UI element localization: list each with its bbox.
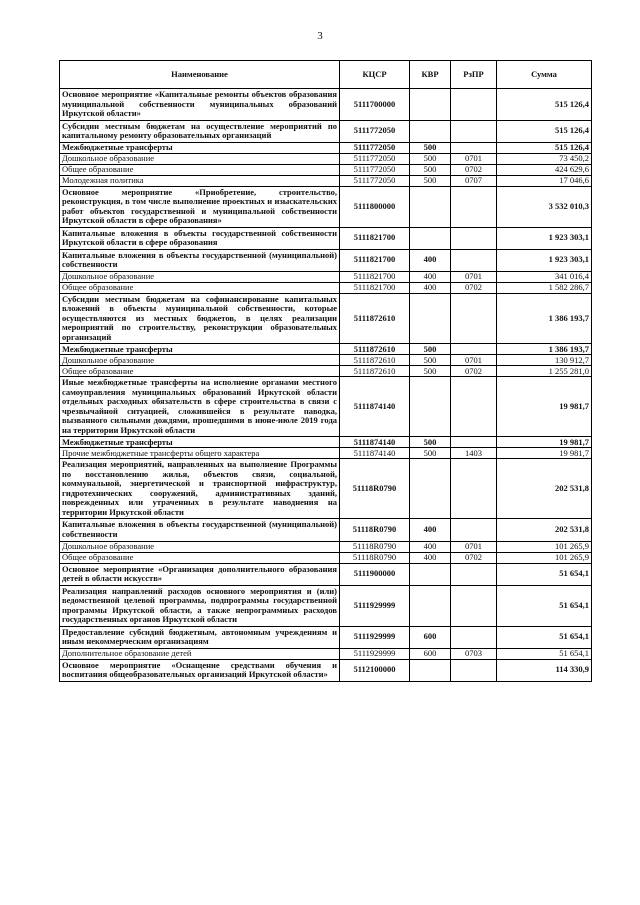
header-kcsr: КЦСР (340, 61, 410, 89)
cell-sum: 73 450,2 (497, 153, 592, 164)
cell-rzpr (451, 344, 497, 355)
cell-rzpr (451, 459, 497, 519)
table-row (60, 541, 592, 552)
cell-kcsr: 5111772050 (340, 120, 410, 142)
table-row (60, 344, 592, 355)
cell-kvr (410, 293, 451, 344)
cell-rzpr: 0701 (451, 355, 497, 366)
cell-rzpr: 1403 (451, 448, 497, 459)
cell-sum: 101 265,9 (497, 541, 592, 552)
cell-kvr: 400 (410, 519, 451, 541)
cell-sum: 101 265,9 (497, 552, 592, 563)
cell-sum: 1 923 303,1 (497, 227, 592, 249)
table-header-row (60, 61, 592, 89)
cell-kcsr: 5111872610 (340, 355, 410, 366)
table-row (60, 186, 592, 227)
cell-kvr (410, 563, 451, 585)
cell-name: Субсидии местным бюджетам на осуществление мероприятий по капитальному ремонту образовательных организаций (60, 120, 340, 142)
cell-name: Общее образование (60, 366, 340, 377)
table-row (60, 648, 592, 659)
cell-sum: 51 654,1 (497, 648, 592, 659)
cell-name: Основное мероприятие «Организация дополнительного образования детей в области искусств» (60, 563, 340, 585)
cell-sum: 515 126,4 (497, 120, 592, 142)
cell-rzpr (451, 120, 497, 142)
cell-name: Субсидии местным бюджетам на софинансирование капитальных вложений в объекты муниципальной собственности, которые осуществляются из местных бюджетов, в целях реализации мероприятий по строительству, реконструкции образовательных организаций (60, 293, 340, 344)
cell-name: Межбюджетные трансферты (60, 437, 340, 448)
cell-kvr (410, 377, 451, 437)
cell-rzpr (451, 293, 497, 344)
table-row (60, 164, 592, 175)
cell-rzpr (451, 249, 497, 271)
cell-name: Общее образование (60, 552, 340, 563)
header-rzpr: РзПР (451, 61, 497, 89)
cell-sum: 114 330,9 (497, 659, 592, 681)
cell-rzpr: 0702 (451, 366, 497, 377)
cell-rzpr: 0707 (451, 175, 497, 186)
cell-kvr (410, 89, 451, 121)
table-row (60, 142, 592, 153)
cell-sum: 19 981,7 (497, 377, 592, 437)
cell-sum: 19 981,7 (497, 448, 592, 459)
cell-sum: 1 386 193,7 (497, 293, 592, 344)
cell-sum: 202 531,8 (497, 519, 592, 541)
cell-sum: 1 386 193,7 (497, 344, 592, 355)
cell-kcsr: 51118R0790 (340, 519, 410, 541)
cell-kvr (410, 227, 451, 249)
cell-kvr: 500 (410, 153, 451, 164)
cell-kcsr: 5111874140 (340, 448, 410, 459)
cell-name: Капитальные вложения в объекты государственной (муниципальной) собственности (60, 519, 340, 541)
cell-kcsr: 51118R0790 (340, 552, 410, 563)
cell-name: Предоставление субсидий бюджетным, автономным учреждениям и иным некоммерческим организациям (60, 626, 340, 648)
cell-rzpr (451, 585, 497, 626)
header-kvr: КВР (410, 61, 451, 89)
cell-kvr: 500 (410, 448, 451, 459)
cell-kvr (410, 659, 451, 681)
cell-rzpr: 0701 (451, 153, 497, 164)
cell-kcsr: 5111872610 (340, 344, 410, 355)
cell-rzpr (451, 227, 497, 249)
cell-name: Дошкольное образование (60, 153, 340, 164)
cell-sum: 17 046,6 (497, 175, 592, 186)
cell-rzpr (451, 519, 497, 541)
cell-kvr: 500 (410, 164, 451, 175)
cell-kcsr: 5111821700 (340, 249, 410, 271)
cell-kcsr: 5111772050 (340, 153, 410, 164)
cell-name: Молодежная политика (60, 175, 340, 186)
cell-sum: 19 981,7 (497, 437, 592, 448)
cell-rzpr (451, 437, 497, 448)
cell-sum: 341 016,4 (497, 271, 592, 282)
cell-kvr: 500 (410, 437, 451, 448)
table-body (60, 89, 592, 682)
cell-sum: 1 923 303,1 (497, 249, 592, 271)
table-row (60, 249, 592, 271)
cell-kcsr: 5111700000 (340, 89, 410, 121)
cell-rzpr: 0702 (451, 164, 497, 175)
cell-kcsr: 5111800000 (340, 186, 410, 227)
cell-kvr: 400 (410, 271, 451, 282)
cell-rzpr (451, 563, 497, 585)
cell-rzpr (451, 377, 497, 437)
cell-name: Реализация мероприятий, направленных на выполнение Программы по восстановлению жилья, объектов связи, социальной, коммунальной, энергетической и транспортной инфраструктур, гидротехнических сооружений, административных зданий, поврежденных или утраченных в результате наводнения на территории Иркутской области (60, 459, 340, 519)
cell-rzpr: 0702 (451, 552, 497, 563)
cell-rzpr (451, 626, 497, 648)
cell-kvr: 500 (410, 344, 451, 355)
table-row (60, 175, 592, 186)
cell-kcsr: 5111821700 (340, 271, 410, 282)
table-row (60, 282, 592, 293)
cell-name: Общее образование (60, 164, 340, 175)
cell-rzpr: 0701 (451, 271, 497, 282)
table-row (60, 366, 592, 377)
cell-rzpr (451, 142, 497, 153)
cell-kcsr: 5111872610 (340, 293, 410, 344)
page-number: 3 (317, 30, 323, 42)
table-row (60, 437, 592, 448)
cell-rzpr (451, 659, 497, 681)
header-sum: Сумма (497, 61, 592, 89)
cell-rzpr: 0703 (451, 648, 497, 659)
table-row (60, 459, 592, 519)
cell-kvr: 400 (410, 249, 451, 271)
cell-kcsr: 51118R0790 (340, 541, 410, 552)
cell-kvr: 500 (410, 366, 451, 377)
table-row (60, 552, 592, 563)
table-row (60, 153, 592, 164)
cell-sum: 51 654,1 (497, 563, 592, 585)
table-row (60, 89, 592, 121)
cell-rzpr (451, 89, 497, 121)
table-row (60, 585, 592, 626)
cell-kcsr: 5111874140 (340, 377, 410, 437)
table-row (60, 448, 592, 459)
cell-kcsr: 5111929999 (340, 626, 410, 648)
cell-sum: 515 126,4 (497, 89, 592, 121)
cell-kvr: 600 (410, 648, 451, 659)
table-row (60, 271, 592, 282)
cell-kvr: 400 (410, 282, 451, 293)
cell-name: Межбюджетные трансферты (60, 142, 340, 153)
cell-kvr (410, 120, 451, 142)
cell-kcsr: 5111929999 (340, 648, 410, 659)
cell-sum: 1 255 281,0 (497, 366, 592, 377)
table-row (60, 120, 592, 142)
cell-rzpr: 0701 (451, 541, 497, 552)
table-row (60, 519, 592, 541)
cell-rzpr: 0702 (451, 282, 497, 293)
cell-sum: 202 531,8 (497, 459, 592, 519)
cell-kvr: 500 (410, 355, 451, 366)
cell-name: Иные межбюджетные трансферты на исполнение органами местного самоуправления муниципальных образований Иркутской области отдельных расходных обязательств в сфере строительства в связи с чрезвычайной ситуацией, сложившейся в результате паводка, вызванного сильными дождями, прошедшими в июне-июле 2019 года на территории Иркутской области (60, 377, 340, 437)
cell-name: Прочие межбюджетные трансферты общего характера (60, 448, 340, 459)
cell-kcsr: 5111874140 (340, 437, 410, 448)
cell-sum: 1 582 286,7 (497, 282, 592, 293)
cell-name: Дополнительное образование детей (60, 648, 340, 659)
cell-kcsr: 5111821700 (340, 227, 410, 249)
cell-kvr: 400 (410, 552, 451, 563)
cell-sum: 515 126,4 (497, 142, 592, 153)
cell-sum: 130 912,7 (497, 355, 592, 366)
cell-kcsr: 5111872610 (340, 366, 410, 377)
cell-kcsr: 5111821700 (340, 282, 410, 293)
cell-name: Капитальные вложения в объекты государственной собственности Иркутской области в сфере образования (60, 227, 340, 249)
cell-kvr: 400 (410, 541, 451, 552)
cell-kcsr: 5111772050 (340, 175, 410, 186)
cell-name: Дошкольное образование (60, 271, 340, 282)
cell-name: Межбюджетные трансферты (60, 344, 340, 355)
table-row (60, 659, 592, 681)
cell-name: Общее образование (60, 282, 340, 293)
table-row (60, 377, 592, 437)
cell-name: Дошкольное образование (60, 355, 340, 366)
table-row (60, 626, 592, 648)
cell-name: Основное мероприятие «Оснащение средствами обучения и воспитания общеобразовательных организаций Иркутской области» (60, 659, 340, 681)
cell-sum: 3 532 010,3 (497, 186, 592, 227)
cell-name: Капитальные вложения в объекты государственной (муниципальной) собственности (60, 249, 340, 271)
cell-kvr (410, 186, 451, 227)
cell-sum: 424 629,6 (497, 164, 592, 175)
cell-sum: 51 654,1 (497, 626, 592, 648)
cell-kvr: 500 (410, 175, 451, 186)
header-name: Наименование (60, 61, 340, 89)
cell-kvr (410, 459, 451, 519)
table-row (60, 293, 592, 344)
cell-name: Реализация направлений расходов основного мероприятия и (или) ведомственной целевой программы, подпрограммы государственной программы Иркутской области, а также непрограммных расходов государственных органов Иркутской области (60, 585, 340, 626)
cell-kcsr: 5111900000 (340, 563, 410, 585)
table-row (60, 355, 592, 366)
cell-kvr: 500 (410, 142, 451, 153)
cell-name: Дошкольное образование (60, 541, 340, 552)
cell-kcsr: 5111772050 (340, 164, 410, 175)
budget-table (59, 60, 592, 682)
cell-kcsr: 5111929999 (340, 585, 410, 626)
cell-sum: 51 654,1 (497, 585, 592, 626)
cell-rzpr (451, 186, 497, 227)
cell-kvr (410, 585, 451, 626)
cell-kcsr: 5112100000 (340, 659, 410, 681)
cell-kvr: 600 (410, 626, 451, 648)
cell-name: Основное мероприятие «Капитальные ремонты объектов образования муниципальной собственности муниципальных образований Иркутской области» (60, 89, 340, 121)
cell-name: Основное мероприятие «Приобретение, строительство, реконструкция, в том числе выполнение проектных и изыскательских работ объектов государственной и муниципальной собственности Иркутской области в сфере образования» (60, 186, 340, 227)
table-row (60, 227, 592, 249)
cell-kcsr: 51118R0790 (340, 459, 410, 519)
table-row (60, 563, 592, 585)
cell-kcsr: 5111772050 (340, 142, 410, 153)
